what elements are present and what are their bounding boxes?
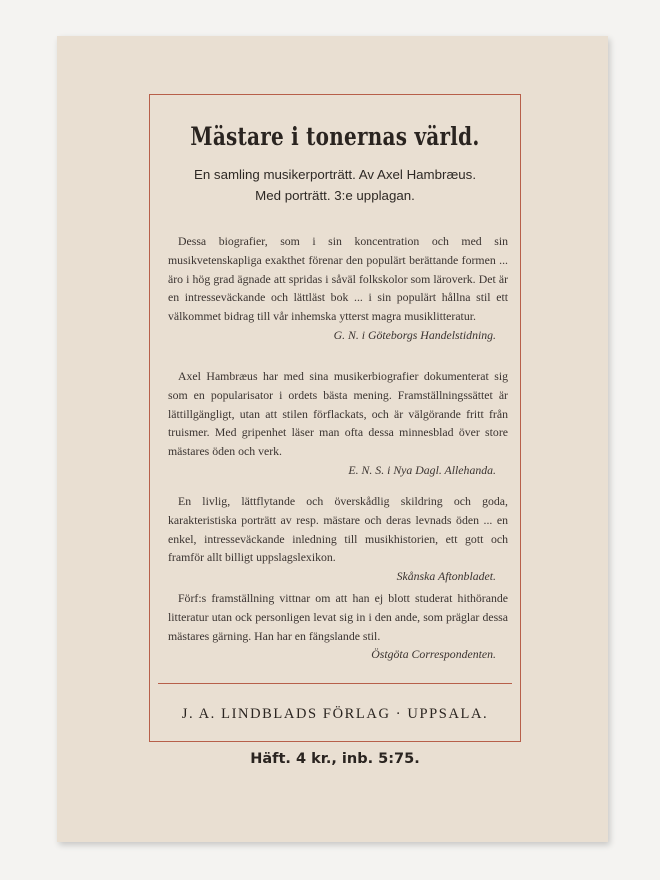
review-source: E. N. S. i Nya Dagl. Allehanda.: [348, 462, 496, 477]
review-source: Östgöta Correspondenten.: [371, 647, 496, 662]
price-line: Häft. 4 kr., inb. 5:75.: [250, 751, 420, 767]
publisher-line: J. A. LINDBLADS FÖRLAG · UPPSALA.: [181, 706, 489, 722]
review-text: En livlig, lättflytande och överskådlig skildring och goda, karakteristiska porträtt av resp. mästare och deras levnads öden ... en enkel, intresseväckande inledning till musikhistorien, ett gott och framför allt billigt uppslagslexikon.: [168, 494, 508, 565]
review-4: [168, 589, 508, 664]
review-text: Förf:s framställning vittnar om att han ej blott studerat hithörande litteratur utan ock personligen levat sig in i den ande, som präglar dessa mästares gärning. Han har en fängslande stil.: [168, 591, 508, 643]
review-1: [168, 232, 508, 345]
review-2: [168, 367, 508, 480]
review-source: G. N. i Göteborgs Handelstidning.: [333, 327, 496, 342]
divider-line: [158, 683, 512, 684]
book-title: Mästare i tonernas värld.: [190, 122, 480, 151]
subtitle-line-1: En samling musikerporträtt. Av Axel Hambræus.: [193, 167, 477, 182]
review-text: Dessa biografier, som i sin koncentration och med sin musikvetenskapliga exakthet förenar den populärt berättande formen ... äro i hög grad ägnade att spridas i såväl folkskolor som läroverk. Det är en intresseväckande och lättläst bok ... i sin populärt hållna stil ett välkommet bidrag till vår inhemska ytterst magra musiklitteratur.: [168, 234, 508, 324]
review-source: Skånska Aftonbladet.: [396, 569, 496, 584]
subtitle-line-2: Med porträtt. 3:e upplagan.: [255, 188, 415, 203]
review-text: Axel Hambræus har med sina musikerbiografier dokumenterat sig som en popularisator i ordets bästa mening. Framställningssättet är lättillgängligt, utan att stilen förflackats, och är välgörande fritt från truismer. Med gripenhet läser man ofta dessa minnesblad över store mästares öden och verk.: [168, 369, 508, 459]
review-3: [168, 492, 508, 586]
